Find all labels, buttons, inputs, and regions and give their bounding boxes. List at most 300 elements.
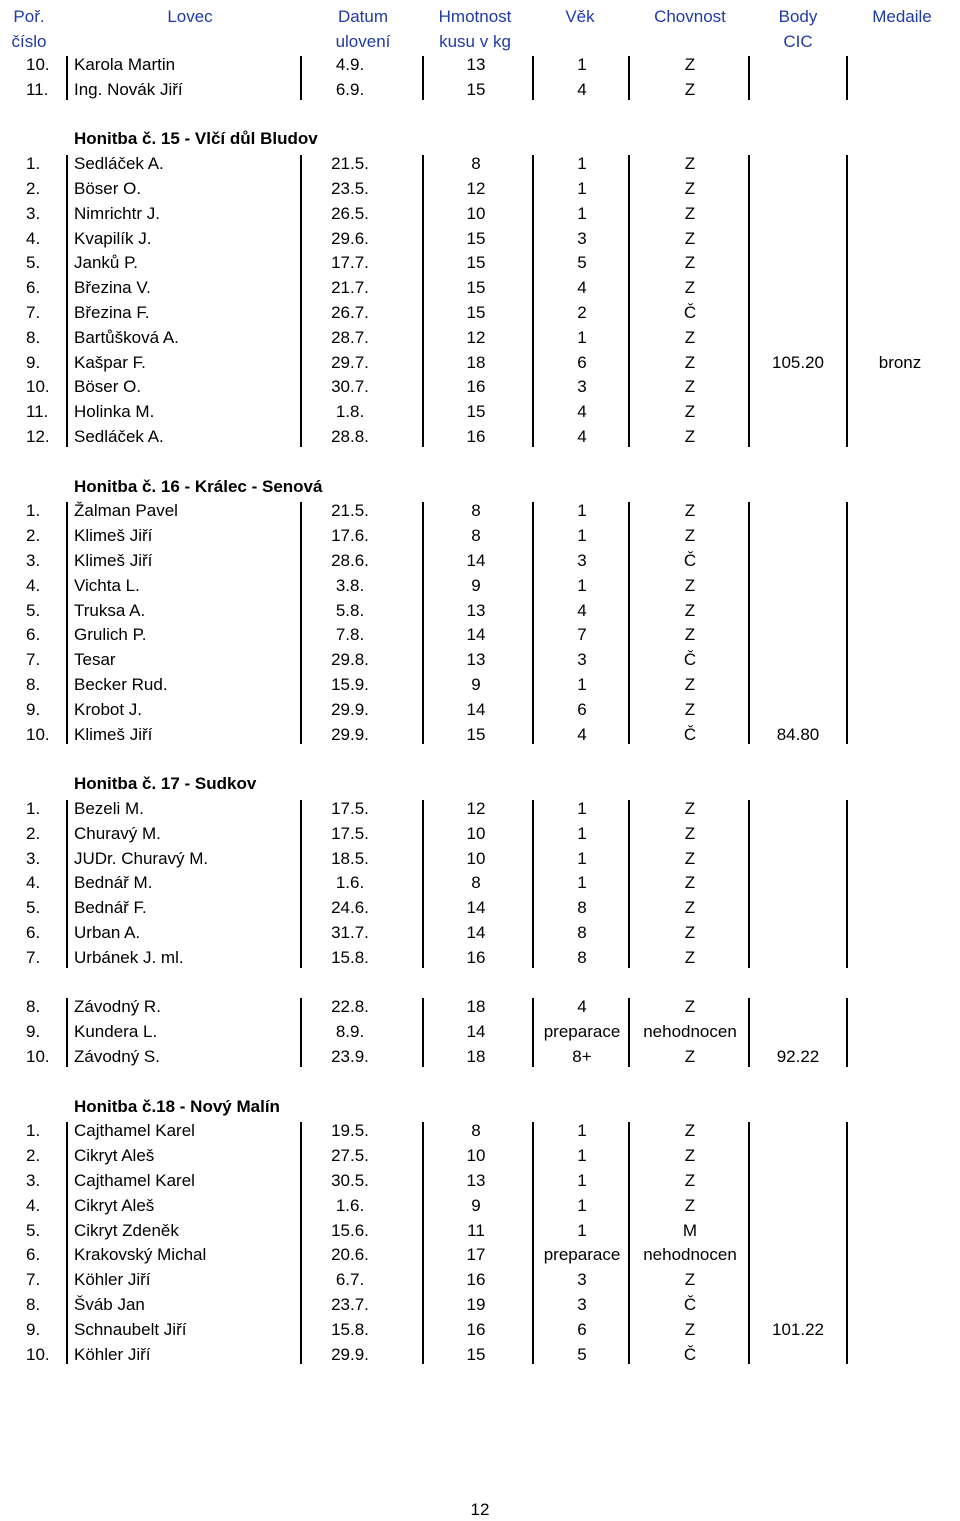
age: 1 (577, 848, 587, 868)
hunter-name: Klimeš Jiří (74, 551, 153, 570)
hunter-name: Kundera L. (74, 1022, 158, 1042)
column-divider (748, 155, 750, 447)
column-divider (422, 800, 424, 968)
column-divider (300, 56, 302, 100)
weight-kg: 16 (466, 1270, 486, 1290)
hunter-name: Krobot J. (74, 699, 143, 719)
section-heading-row (0, 772, 960, 797)
breeding-value: Z (684, 923, 696, 942)
row-number: 4. (26, 575, 41, 595)
weight-kg: 16 (466, 377, 486, 397)
breeding-value: Z (684, 675, 696, 694)
breeding-value: Č (683, 303, 697, 322)
table-row (0, 648, 960, 673)
hunt-date: 20.6. (331, 1245, 369, 1265)
table-row (0, 152, 960, 177)
age: 6 (577, 352, 587, 372)
age: 3 (577, 377, 587, 397)
column-divider (628, 502, 630, 744)
row-number: 2. (26, 823, 41, 843)
column-divider (300, 1122, 302, 1364)
table-row (0, 375, 960, 400)
row-number: 8. (26, 1295, 41, 1314)
row-number: 10. (26, 377, 50, 397)
blank-row (0, 1070, 960, 1095)
weight-kg: 19 (466, 1295, 486, 1314)
row-number: 3. (26, 203, 41, 223)
table-row (0, 499, 960, 524)
age: 4 (577, 600, 587, 620)
weight-kg: 9 (471, 1195, 481, 1215)
column-divider (628, 998, 630, 1066)
table-row (0, 326, 960, 351)
row-number: 6. (26, 625, 41, 645)
age: 1 (577, 1146, 587, 1166)
row-number: 6. (26, 1245, 41, 1265)
age: 1 (577, 1195, 587, 1215)
section-heading-row (0, 127, 960, 152)
table-row (0, 301, 960, 326)
hunt-date: 21.7. (331, 278, 369, 298)
age: 4 (577, 79, 587, 99)
section-heading: Honitba č. 17 - Sudkov (74, 774, 257, 794)
age: 8 (577, 923, 587, 942)
hunt-date: 8.9. (335, 1022, 365, 1042)
row-number: 7. (26, 1270, 41, 1290)
breeding-value: Z (684, 79, 696, 99)
weight-kg: 14 (466, 551, 486, 570)
hunter-name: Tesar (74, 650, 116, 670)
hunt-date: 28.8. (331, 427, 369, 446)
weight-kg: 16 (466, 1319, 486, 1339)
section-heading-row (0, 1095, 960, 1120)
weight-kg: 14 (466, 923, 486, 942)
age: 1 (577, 823, 587, 843)
table-row (0, 1243, 960, 1268)
column-divider (300, 998, 302, 1066)
table-row (0, 995, 960, 1020)
weight-kg: 14 (466, 1022, 486, 1042)
hunt-date: 30.7. (331, 377, 369, 397)
age: 1 (577, 1220, 587, 1240)
age: 1 (577, 1121, 587, 1141)
row-number: 1. (26, 1121, 41, 1141)
weight-kg: 13 (466, 650, 486, 670)
breeding-value: Z (684, 526, 696, 546)
table-row (0, 921, 960, 946)
age: 5 (577, 253, 587, 273)
hunt-date: 4.9. (335, 55, 365, 74)
blank-row (0, 103, 960, 128)
table-row (0, 896, 960, 921)
hunter-name: Holinka M. (74, 402, 155, 422)
table-row (0, 227, 960, 252)
age: 3 (577, 1270, 587, 1290)
weight-kg: 8 (471, 526, 481, 546)
table-row (0, 623, 960, 648)
weight-kg: 15 (466, 724, 486, 744)
weight-kg: 16 (466, 427, 486, 446)
breeding-value: Z (684, 848, 696, 868)
hunt-date: 29.9. (331, 699, 369, 719)
weight-kg: 14 (466, 898, 486, 918)
column-divider (66, 1122, 68, 1364)
weight-kg: 15 (466, 303, 486, 322)
hunt-date: 17.7. (331, 253, 369, 273)
row-number: 2. (26, 526, 41, 546)
table-row (0, 276, 960, 301)
hunter-name: Kašpar F. (74, 352, 146, 372)
hunter-name: Cajthamel Karel (74, 1171, 195, 1190)
weight-kg: 12 (466, 327, 486, 347)
row-number: 3. (26, 551, 41, 570)
age: 1 (577, 154, 587, 174)
column-divider (846, 998, 848, 1066)
table-row (0, 549, 960, 574)
row-number: 8. (26, 997, 41, 1017)
table-row (0, 251, 960, 276)
hunter-name: Urbánek J. ml. (74, 947, 184, 967)
hunter-name: Krakovský Michal (74, 1245, 207, 1265)
hunter-name: Köhler Jiří (74, 1270, 151, 1290)
page-number: 12 (470, 1500, 490, 1519)
blank-row (0, 971, 960, 996)
weight-kg: 15 (466, 1344, 486, 1364)
row-number: 9. (26, 1319, 41, 1339)
hunter-name: Karola Martin (74, 55, 176, 74)
age: 4 (577, 278, 587, 298)
table-row (0, 425, 960, 450)
column-divider (532, 155, 534, 447)
cic-score: 105.20 (772, 352, 824, 372)
table-row (0, 1219, 960, 1244)
table-row (0, 871, 960, 896)
age: 2 (577, 303, 587, 322)
hunter-name: Cikryt Aleš (74, 1195, 155, 1215)
age: 1 (577, 799, 587, 818)
breeding-value: Z (684, 625, 696, 645)
table-row (0, 599, 960, 624)
weight-kg: 18 (466, 1047, 486, 1066)
row-number: 12. (26, 427, 50, 446)
row-number: 1. (26, 799, 41, 818)
table-row (0, 202, 960, 227)
age: preparace (543, 1245, 621, 1265)
hunter-name: JUDr. Churavý M. (74, 848, 209, 868)
table-row (0, 847, 960, 872)
weight-kg: 15 (466, 253, 486, 273)
hunter-name: Závodný S. (74, 1047, 160, 1066)
hunter-name: Klimeš Jiří (74, 526, 153, 546)
row-number: 3. (26, 1171, 41, 1190)
hunter-name: Churavý M. (74, 823, 161, 843)
weight-kg: 10 (466, 848, 486, 868)
breeding-value: Z (684, 600, 696, 620)
hunter-name: Závodný R. (74, 997, 161, 1017)
hunt-date: 22.8. (331, 997, 369, 1017)
weight-kg: 14 (466, 699, 486, 719)
column-divider (300, 155, 302, 447)
row-number: 4. (26, 228, 41, 248)
hunt-date: 23.7. (331, 1295, 369, 1314)
age: 6 (577, 699, 587, 719)
column-divider (748, 56, 750, 100)
breeding-value: Z (684, 1195, 696, 1215)
breeding-value: Z (684, 1319, 696, 1339)
header-date: Datum ulovení (335, 7, 391, 51)
weight-kg: 12 (466, 179, 486, 198)
table-row (0, 946, 960, 971)
hunt-date: 28.6. (331, 551, 369, 570)
hunt-date: 24.6. (331, 898, 369, 918)
hunt-date: 29.6. (331, 228, 369, 248)
hunt-date: 29.9. (331, 1344, 369, 1364)
breeding-value: Z (684, 327, 696, 347)
hunt-date: 17.6. (331, 526, 369, 546)
hunter-name: Köhler Jiří (74, 1344, 151, 1364)
age: 1 (577, 179, 587, 198)
breeding-value: Z (684, 898, 696, 918)
breeding-value: Z (684, 1121, 696, 1141)
breeding-value: Z (684, 699, 696, 719)
column-divider (300, 502, 302, 744)
breeding-value: Z (684, 154, 696, 174)
table-row (0, 1119, 960, 1144)
section-heading: Honitba č.18 - Nový Malín (74, 1096, 280, 1116)
column-divider (628, 56, 630, 100)
hunter-name: Grulich P. (74, 625, 147, 645)
breeding-value: Z (684, 1047, 696, 1066)
row-number: 7. (26, 947, 41, 967)
breeding-value: Č (683, 1295, 697, 1314)
column-divider (532, 502, 534, 744)
breeding-value: nehodnocen (643, 1245, 737, 1265)
weight-kg: 12 (466, 799, 486, 818)
age: 8+ (572, 1047, 592, 1066)
age: 5 (577, 1344, 587, 1364)
table-row (0, 673, 960, 698)
hunter-name: Kvapilík J. (74, 228, 152, 248)
section-heading: Honitba č. 15 - Vlčí důl Bludov (74, 129, 318, 149)
weight-kg: 8 (471, 154, 481, 174)
hunter-name: Böser O. (74, 377, 142, 397)
hunt-date: 19.5. (331, 1121, 369, 1141)
breeding-value: Z (684, 799, 696, 818)
column-divider (66, 56, 68, 100)
hunter-name: Bezeli M. (74, 799, 144, 818)
column-divider (628, 1122, 630, 1364)
table-row (0, 177, 960, 202)
row-number: 1. (26, 501, 41, 521)
hunt-date: 23.5. (331, 179, 369, 198)
section-heading: Honitba č. 16 - Králec - Senová (74, 476, 323, 496)
header-age: Věk (565, 7, 595, 26)
weight-kg: 8 (471, 873, 481, 893)
breeding-value: Z (684, 501, 696, 521)
blank-row (0, 747, 960, 772)
weight-kg: 10 (466, 823, 486, 843)
table-row (0, 797, 960, 822)
hunter-name: Klimeš Jiří (74, 724, 153, 744)
weight-kg: 13 (466, 600, 486, 620)
column-divider (846, 1122, 848, 1364)
hunt-date: 17.5. (331, 823, 369, 843)
column-divider (748, 998, 750, 1066)
row-number: 5. (26, 253, 41, 273)
hunter-name: Březina V. (74, 278, 151, 298)
age: 4 (577, 427, 587, 446)
column-divider (628, 155, 630, 447)
breeding-value: Z (684, 873, 696, 893)
hunt-date: 29.7. (331, 352, 369, 372)
age: 8 (577, 898, 587, 918)
row-number: 11. (26, 79, 49, 99)
hunter-name: Becker Rud. (74, 675, 168, 694)
breeding-value: Z (684, 253, 696, 273)
weight-kg: 15 (466, 402, 486, 422)
age: 3 (577, 551, 587, 570)
hunter-name: Bartůšková A. (74, 327, 179, 347)
table-row (0, 698, 960, 723)
column-divider (300, 800, 302, 968)
column-divider (748, 1122, 750, 1364)
age: 1 (577, 675, 587, 694)
column-divider (748, 502, 750, 744)
age: 1 (577, 1171, 587, 1190)
hunt-date: 15.8. (331, 1319, 369, 1339)
breeding-value: M (682, 1220, 698, 1240)
row-number: 5. (26, 1220, 41, 1240)
header-hunter: Lovec (167, 7, 213, 26)
breeding-value: Č (683, 724, 697, 744)
hunt-date: 6.9. (335, 79, 365, 99)
weight-kg: 8 (471, 501, 481, 521)
hunter-name: Nimrichtr J. (74, 203, 160, 223)
breeding-value: Z (684, 1146, 696, 1166)
row-number: 2. (26, 179, 41, 198)
age: 1 (577, 327, 587, 347)
table-row (0, 351, 960, 376)
column-divider (532, 56, 534, 100)
header-weight: Hmotnost kusu v kg (438, 7, 512, 51)
weight-kg: 18 (466, 352, 486, 372)
medal: bronz (878, 352, 922, 372)
breeding-value: Z (684, 997, 696, 1017)
age: 1 (577, 55, 587, 74)
table-row (0, 1268, 960, 1293)
breeding-value: Z (684, 1171, 696, 1190)
row-number: 10. (26, 1047, 50, 1066)
table-row (0, 1020, 960, 1045)
breeding-value: Z (684, 823, 696, 843)
column-divider (422, 998, 424, 1066)
weight-kg: 10 (466, 203, 486, 223)
cic-score: 84.80 (776, 724, 820, 744)
breeding-value: nehodnocen (643, 1022, 737, 1042)
age: 1 (577, 501, 587, 521)
weight-kg: 15 (466, 278, 486, 298)
table-row (0, 400, 960, 425)
breeding-value: Č (683, 551, 697, 570)
age: 1 (577, 575, 587, 595)
hunt-date: 29.9. (331, 724, 369, 744)
hunt-date: 1.8. (335, 402, 365, 422)
column-divider (532, 998, 534, 1066)
column-divider (846, 800, 848, 968)
hunt-date: 18.5. (331, 848, 369, 868)
row-number: 7. (26, 650, 41, 670)
breeding-value: Z (684, 228, 696, 248)
header-no: Poř. číslo (11, 7, 47, 51)
column-divider (532, 1122, 534, 1364)
age: preparace (543, 1022, 621, 1042)
hunt-date: 30.5. (331, 1171, 369, 1190)
header-score: Body CIC (778, 7, 818, 51)
weight-kg: 13 (466, 1171, 486, 1190)
hunt-date: 17.5. (331, 799, 369, 818)
row-number: 5. (26, 898, 41, 918)
table-row (0, 1169, 960, 1194)
table-header (0, 0, 960, 54)
weight-kg: 8 (471, 1121, 481, 1141)
age: 1 (577, 203, 587, 223)
hunter-name: Ing. Novák Jiří (74, 79, 183, 99)
breeding-value: Z (684, 402, 696, 422)
column-divider (422, 502, 424, 744)
column-divider (66, 998, 68, 1066)
breeding-value: Z (684, 575, 696, 595)
weight-kg: 15 (466, 79, 486, 99)
hunter-name: Bednář M. (74, 873, 153, 893)
hunt-date: 27.5. (331, 1146, 369, 1166)
hunter-name: Cajthamel Karel (74, 1121, 195, 1141)
row-number: 2. (26, 1146, 41, 1166)
breeding-value: Č (683, 650, 697, 670)
hunter-name: Sedláček A. (74, 427, 164, 446)
hunt-date: 29.8. (331, 650, 369, 670)
breeding-value: Z (684, 947, 696, 967)
age: 3 (577, 650, 587, 670)
hunter-name: Janků P. (74, 253, 138, 273)
weight-kg: 9 (471, 575, 481, 595)
hunt-date: 28.7. (331, 327, 369, 347)
column-divider (846, 502, 848, 744)
weight-kg: 13 (466, 55, 486, 74)
hunt-date: 1.6. (335, 873, 365, 893)
hunt-date: 5.8. (335, 600, 365, 620)
row-number: 4. (26, 873, 41, 893)
row-number: 9. (26, 1022, 41, 1042)
weight-kg: 9 (471, 675, 481, 694)
age: 6 (577, 1319, 587, 1339)
breeding-value: Z (684, 179, 696, 198)
breeding-value: Z (684, 377, 696, 397)
column-divider (748, 800, 750, 968)
breeding-value: Z (684, 203, 696, 223)
age: 1 (577, 873, 587, 893)
row-number: 8. (26, 327, 41, 347)
age: 3 (577, 1295, 587, 1314)
hunt-date: 31.7. (331, 923, 369, 942)
hunter-name: Urban A. (74, 923, 141, 942)
table-row (0, 524, 960, 549)
column-divider (628, 800, 630, 968)
age: 3 (577, 228, 587, 248)
breeding-value: Z (684, 1270, 696, 1290)
weight-kg: 17 (466, 1245, 486, 1265)
row-number: 6. (26, 923, 41, 942)
row-number: 4. (26, 1195, 41, 1215)
